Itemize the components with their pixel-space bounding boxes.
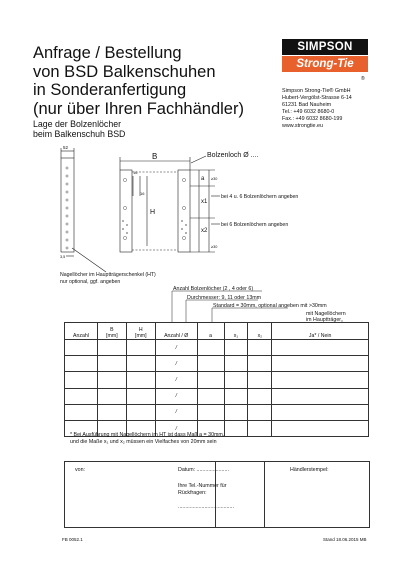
cell-nagel[interactable] (272, 372, 369, 388)
title-line: in Sonderanfertigung (33, 81, 187, 99)
table-row (65, 356, 369, 372)
dim-16-label: 16 (133, 170, 138, 175)
cell-x1[interactable] (224, 420, 248, 436)
header-b-top: B (110, 327, 114, 333)
cell-nagel[interactable] (272, 356, 369, 372)
cell-x2[interactable] (248, 404, 272, 420)
cell-a[interactable] (197, 340, 224, 356)
nail-pointer (72, 248, 106, 272)
cell-slash[interactable]: / (155, 404, 197, 420)
footnote-line: * Bei Ausführung mit Nagellöchern im HT ist dass Maß a = 30mm, (70, 432, 225, 438)
cell-anzahl[interactable] (65, 340, 98, 356)
footer-right: Stand 18.06.2015 MB (323, 537, 367, 542)
cell-x2[interactable] (248, 372, 272, 388)
cell-b[interactable] (97, 340, 126, 356)
cell-slash[interactable]: / (155, 372, 197, 388)
cell-anzahl[interactable] (65, 372, 98, 388)
header-h (126, 323, 155, 340)
address-line: Tel.: +49 6032 8680-0 (282, 109, 335, 115)
title-line: von BSD Balkenschuhen (33, 62, 216, 81)
haendler-label: Händlerstempel: (290, 467, 329, 473)
header-b (97, 323, 126, 340)
cell-slash[interactable]: / (155, 420, 197, 436)
dim-b-label: B (152, 152, 158, 161)
cell-x2[interactable] (248, 340, 272, 356)
bolt-pointer (191, 156, 206, 163)
cell-h[interactable] (126, 356, 155, 372)
side-plate-left (120, 170, 132, 252)
table-header-row (65, 323, 369, 340)
legend-pointers (0, 285, 400, 325)
cell-x1[interactable] (224, 404, 248, 420)
cell-x1[interactable] (224, 372, 248, 388)
dim-x2-label: x2 (201, 228, 208, 234)
footnote-line: und die Maße x₁ und x₂ müssen ein Vielfaches von 20mm sein (70, 439, 217, 445)
header-h-top: H (138, 327, 143, 333)
address-line: www.strongtie.eu (282, 123, 324, 129)
header-a: a (197, 323, 224, 340)
cell-nagel[interactable] (272, 420, 369, 436)
cell-x2[interactable] (248, 420, 272, 436)
header-b-unit: [mm] (106, 333, 118, 339)
cell-slash[interactable]: / (155, 356, 197, 372)
header-nagel: Ja* / Nein (272, 323, 369, 340)
cell-anzahl[interactable] (65, 388, 98, 404)
header-anzahl-durchmesser: Anzahl / Ø (155, 323, 197, 340)
address-line: Simpson Strong-Tie® GmbH (282, 88, 351, 94)
cell-h[interactable] (126, 404, 155, 420)
cell-slash[interactable]: / (155, 388, 197, 404)
table-row (65, 388, 369, 404)
subtitle-line: beim Balkenschuh BSD (33, 129, 126, 139)
tel-field[interactable]: ...................................... (178, 504, 234, 510)
header-h-unit: [mm] (135, 333, 147, 339)
dim-30-label: ≥30 (211, 245, 218, 249)
dim-x1-label: x1 (201, 199, 208, 205)
cell-a[interactable] (197, 404, 224, 420)
order-table (64, 322, 369, 437)
tel-label (178, 483, 226, 496)
cell-b[interactable] (97, 372, 126, 388)
bolt-hole-label: Bolzenloch Ø .... (207, 152, 259, 159)
contact-box (64, 461, 370, 528)
cell-x1[interactable] (224, 388, 248, 404)
logo-bottom: Strong-Tie (282, 56, 368, 72)
logo-top: SIMPSON (282, 39, 368, 55)
cell-x1[interactable] (224, 340, 248, 356)
header-x1: x₁ (224, 323, 248, 340)
cell-b[interactable] (97, 356, 126, 372)
legend-nagel: mit Nagellöchern (306, 311, 346, 317)
tel-label-line: Rückfragen: (178, 489, 207, 496)
cell-b[interactable] (97, 404, 126, 420)
dim-16-label: 16 (140, 191, 145, 196)
title-line: (nur über Ihren Fachhändler) (33, 99, 244, 118)
legend-standard: Standard = 30mm, optional angeben mit >30mm (213, 303, 327, 309)
cell-h[interactable] (126, 388, 155, 404)
cell-nagel[interactable] (272, 340, 369, 356)
cell-a[interactable] (197, 388, 224, 404)
flange-plate (61, 158, 74, 252)
cell-h[interactable] (126, 340, 155, 356)
dim-52-label: 52 (63, 145, 69, 150)
footnote (70, 432, 224, 446)
tel-label-line: Ihre Tel.-Nummer für (178, 483, 227, 489)
title-line: Anfrage / Bestellung (33, 44, 182, 62)
header-anzahl: Anzahl (65, 323, 98, 340)
header-x2: x₂ (248, 323, 272, 340)
legend-anzahl: Anzahl Bolzenlöcher (2 , 4 oder 6) (173, 286, 254, 292)
address-line: 61231 Bad Nauheim (282, 102, 332, 108)
dim-35-label: 3,5 (60, 255, 66, 259)
address-line: Fax.: +49 6032 8680-199 (282, 116, 343, 122)
cell-anzahl[interactable] (65, 404, 98, 420)
cell-x1[interactable] (224, 356, 248, 372)
table-row (65, 340, 369, 356)
cell-a[interactable] (197, 372, 224, 388)
table-row (65, 404, 369, 420)
cell-h[interactable] (126, 372, 155, 388)
footer-left: FB 0052.1 (62, 537, 83, 542)
cell-nagel[interactable] (272, 404, 369, 420)
legend-nagel: im Hauptträger (306, 317, 342, 323)
table-row (65, 372, 369, 388)
registered-mark: ® (361, 76, 365, 82)
dim-a-label: a (201, 176, 205, 182)
von-label: von: (75, 467, 86, 473)
datum-field[interactable]: Datum: ...................... (178, 467, 229, 473)
cell-a[interactable] (197, 356, 224, 372)
dim-h-label: H (150, 209, 156, 216)
subtitle-line: Lage der Bolzenlöcher (33, 119, 122, 129)
legend-durchmesser: Durchmesser: 9, 11 oder 13mm (187, 295, 262, 301)
cell-anzahl[interactable] (65, 356, 98, 372)
nail-note: nur optional, ggf. angeben (60, 279, 121, 285)
address-line: Hubert-Vergölst-Strasse 6-14 (282, 95, 352, 101)
dim-30-label: ≥30 (211, 177, 218, 181)
cell-b[interactable] (97, 388, 126, 404)
cell-nagel[interactable] (272, 388, 369, 404)
cell-x2[interactable] (248, 356, 272, 372)
note-4-6-holes: bei 4 u. 6 Bolzenlöchern angeben (221, 194, 299, 200)
cell-slash[interactable]: / (155, 340, 197, 356)
note-6-holes: bei 6 Bolzenlöchern angeben (221, 222, 289, 228)
nail-note: Nagellöcher im Hauptträgerschenkel (HT) (60, 272, 156, 278)
cell-x2[interactable] (248, 388, 272, 404)
